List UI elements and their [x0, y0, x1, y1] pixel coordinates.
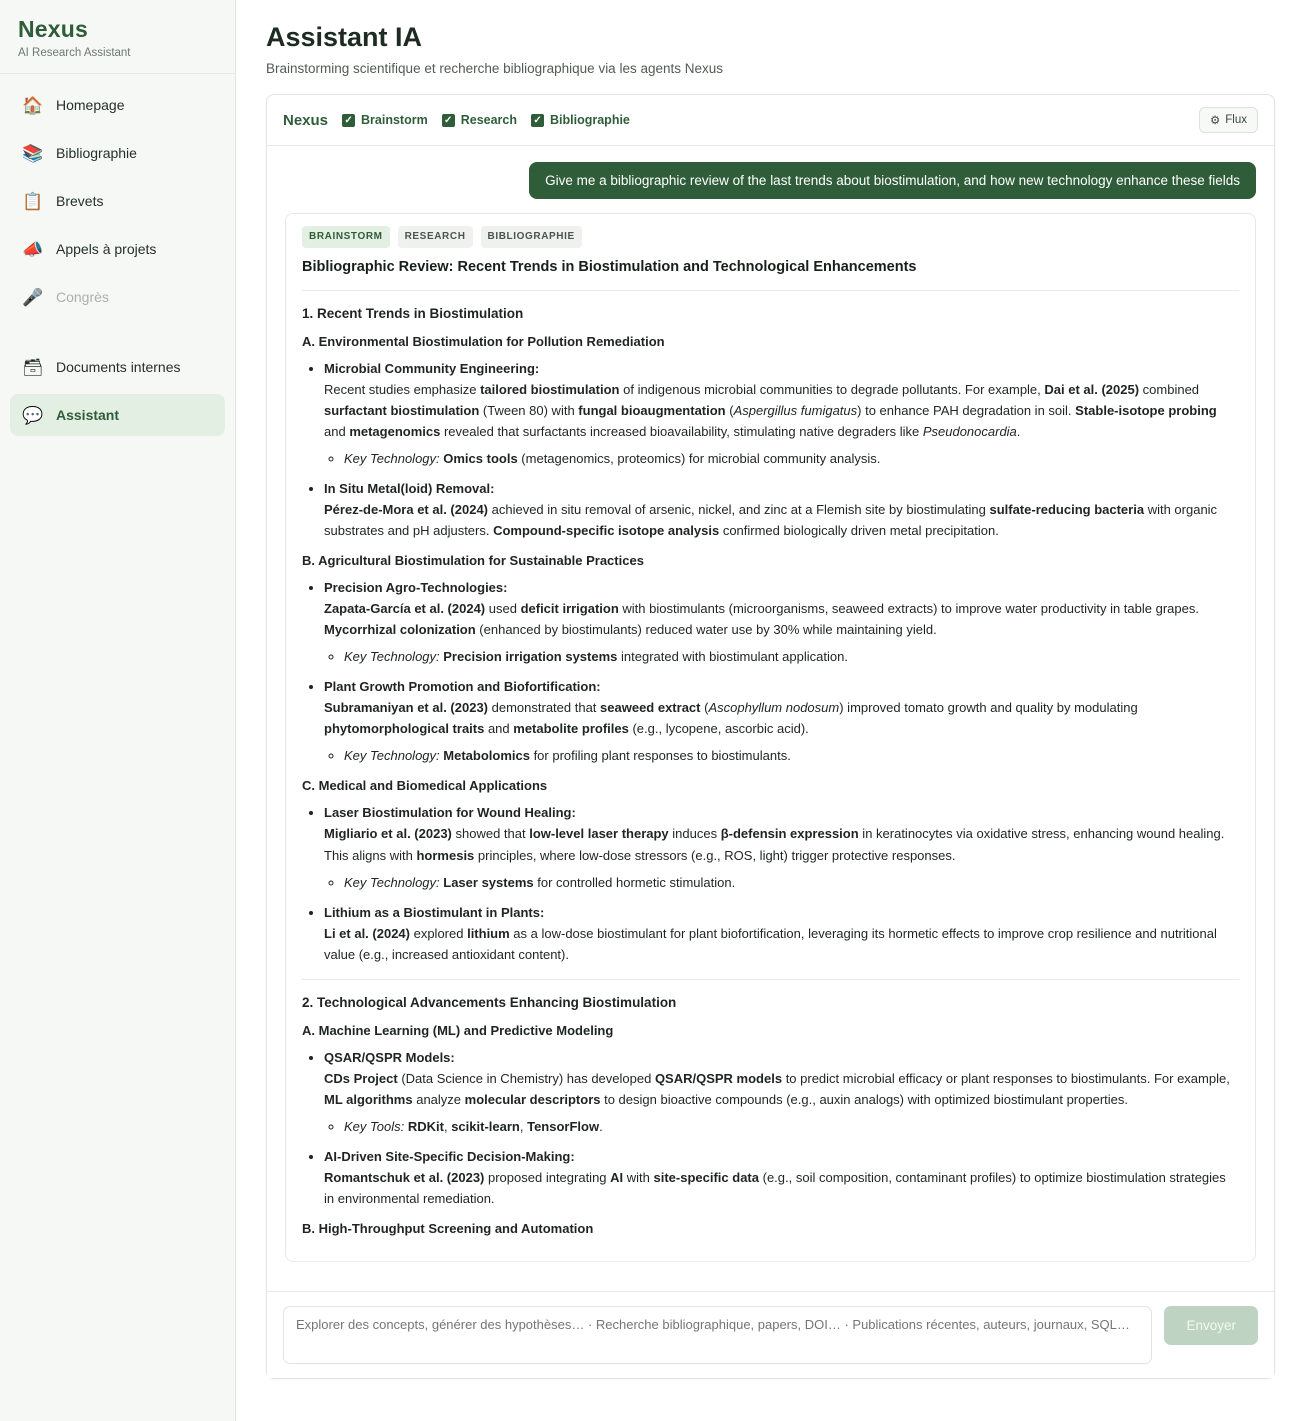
home-icon: 🏠 [22, 95, 44, 115]
checkbox-bibliographie-icon[interactable]: ✓ [531, 114, 544, 127]
sidebar-item-label: Brevets [56, 193, 104, 209]
bullet-text: with organic substrates and pH adjusters. [324, 501, 1218, 538]
toggle-research-label: Research [460, 113, 518, 127]
checkbox-research-icon[interactable]: ✓ [442, 114, 455, 127]
bullet-bold: CDs Project [324, 1070, 398, 1086]
bullet-text: showed that [451, 826, 530, 842]
bullet-text: to predict microbial efficacy or plant responses to biostimulants. For example, [782, 1070, 1230, 1086]
key-text: integrated with biostimulant application. [617, 649, 848, 665]
toggle-brainstorm-label: Brainstorm [361, 113, 428, 127]
checkbox-brainstorm-icon[interactable]: ✓ [342, 114, 355, 127]
bullet-bold: hormesis [416, 847, 475, 863]
bullet-text: (e.g., soil composition, contaminant profiles) to optimize biostimulation strategies in environmental remediation. [324, 1169, 1226, 1206]
sub-list-item [344, 745, 1239, 766]
key-text: for profiling plant responses to biostimulants. [529, 748, 791, 764]
main-content [236, 0, 1301, 1421]
brand-subtitle: AI Research Assistant [18, 47, 131, 59]
sidebar-item-congres [10, 276, 225, 318]
tag-brainstorm: BRAINSTORM [302, 226, 390, 248]
panel-header [267, 95, 1274, 146]
section-1b-heading: B. Agricultural Biostimulation for Sustainable Practices [302, 552, 644, 568]
bullet-bold: Romantschuk et al. (2023) [324, 1169, 485, 1185]
bullet-bold: Li et al. (2024) [324, 925, 410, 941]
panel-label: Nexus [283, 111, 329, 129]
key-bold: Laser systems [443, 874, 534, 890]
page-subtitle: Brainstorming scientifique et recherche bibliographique via les agents Nexus [266, 61, 724, 76]
bullet-text: to design bioactive compounds (e.g., auxin analogs) with optimized biostimulant properties. [600, 1091, 1128, 1107]
sidebar-item-bibliographie[interactable] [10, 132, 225, 174]
bullet-text: (enhanced by biostimulants) reduced water use by 30% while maintaining yield. [475, 622, 937, 638]
bullet-bold: surfactant biostimulation [324, 402, 480, 418]
bullet-bold: Zapata-García et al. (2024) [324, 601, 486, 617]
key-label: Key Technology: [344, 450, 440, 466]
composer [267, 1291, 1274, 1378]
megaphone-icon: 📣 [22, 239, 44, 259]
sidebar-item-label: Congrès [56, 289, 109, 305]
bullet-text: and [324, 423, 350, 439]
bullet-bold: Compound-specific isotope analysis [493, 522, 720, 538]
bullet-text: ( [700, 700, 709, 716]
key-text: (metagenomics, proteomics) for microbial community analysis. [517, 450, 881, 466]
sub-list [324, 745, 1239, 766]
bullet-text: achieved in situ removal of arsenic, nickel, and zinc at a Flemish site by biostimulating [488, 501, 990, 517]
key-label: Key Technology: [344, 874, 440, 890]
assistant-answer [285, 213, 1256, 1262]
bullet-heading: Plant Growth Promotion and Biofortification: [324, 679, 601, 695]
sidebar-item-assistant[interactable] [10, 394, 225, 436]
bullet-text: (Tween 80) with [479, 402, 579, 418]
bullet-text: confirmed biologically driven metal precipitation. [719, 522, 999, 538]
section-2a-list [302, 1047, 1239, 1209]
bullet-italic: Aspergillus fumigatus [733, 402, 858, 418]
bullet-italic: Pseudonocardia [922, 423, 1017, 439]
bullet-heading: AI-Driven Site-Specific Decision-Making: [324, 1148, 575, 1164]
bullet-text: (e.g., lycopene, ascorbic acid). [628, 721, 809, 737]
list-item [324, 902, 1239, 965]
key-label: Key Tools: [344, 1118, 405, 1134]
key-text: for controlled hormetic stimulation. [533, 874, 736, 890]
sub-list-item [344, 872, 1239, 893]
bullet-bold: ML algorithms [324, 1091, 413, 1107]
key-label: Key Technology: [344, 748, 440, 764]
list-item [324, 802, 1239, 892]
bullet-text: and [484, 721, 514, 737]
list-item [324, 676, 1239, 766]
bullet-bold: Subramaniyan et al. (2023) [324, 700, 489, 716]
sub-list [324, 1116, 1239, 1137]
toggle-bibliographie-label: Bibliographie [550, 113, 630, 127]
section-1a-heading: A. Environmental Biostimulation for Pollution Remediation [302, 333, 665, 349]
bullet-text: in keratinocytes via oxidative stress, enhancing wound healing. This aligns with [324, 826, 1225, 863]
key-label: Key Technology: [344, 649, 440, 665]
section-1-heading: 1. Recent Trends in Biostimulation [302, 305, 524, 321]
bullet-text: demonstrated that [488, 700, 601, 716]
list-item [324, 577, 1239, 667]
key-bold: TensorFlow [527, 1118, 600, 1134]
flux-button[interactable] [1199, 107, 1258, 133]
toggle-research[interactable] [442, 113, 517, 127]
bullet-text: with [623, 1169, 654, 1185]
bullet-bold: fungal bioaugmentation [578, 402, 726, 418]
sidebar-item-documents-internes[interactable] [10, 346, 225, 388]
answer-tags [302, 226, 1239, 248]
key-bold: Metabolomics [443, 748, 530, 764]
tag-research: RESEARCH [398, 226, 473, 248]
flux-button-label: Flux [1225, 114, 1247, 126]
section-2-heading: 2. Technological Advancements Enhancing Biostimulation [302, 994, 677, 1010]
bullet-italic: Ascophyllum nodosum [708, 700, 840, 716]
sidebar-item-brevets[interactable] [10, 180, 225, 222]
sub-list-item [344, 646, 1239, 667]
list-item [324, 478, 1239, 541]
bullet-bold: Migliario et al. (2023) [324, 826, 452, 842]
bullet-bold: deficit irrigation [520, 601, 619, 617]
bullet-text: combined [1139, 381, 1200, 397]
bullet-heading: Precision Agro-Technologies: [324, 580, 508, 595]
bullet-text: principles, where low-dose stressors (e.g., ROS, light) trigger protective responses. [474, 847, 956, 863]
key-text: , [443, 1118, 452, 1134]
sidebar-item-label: Homepage [56, 97, 125, 113]
bullet-bold: site-specific data [653, 1169, 759, 1185]
bullet-bold: Mycorrhizal colonization [324, 622, 476, 638]
sidebar-item-label: Assistant [56, 407, 120, 423]
key-bold: Omics tools [443, 450, 518, 466]
toggle-bibliographie[interactable] [531, 113, 630, 127]
bullet-text: analyze [412, 1091, 465, 1107]
bullet-bold: low-level laser therapy [529, 826, 669, 842]
sidebar-item-appels-a-projets[interactable] [10, 228, 225, 270]
books-icon: 📚 [22, 143, 44, 163]
key-text: . [599, 1118, 603, 1134]
conversation-area[interactable] [267, 146, 1274, 1291]
sidebar [0, 0, 236, 1421]
bullet-bold: molecular descriptors [464, 1091, 601, 1107]
bullet-text: ) improved tomato growth and quality by modulating [839, 700, 1138, 716]
key-text: , [519, 1118, 528, 1134]
bullet-bold: sulfate-reducing bacteria [989, 501, 1145, 517]
sidebar-item-label: Documents internes [56, 359, 181, 375]
bullet-text: (Data Science in Chemistry) has developed [397, 1070, 655, 1086]
clipboard-icon: 📋 [22, 191, 44, 211]
user-message: Give me a bibliographic review of the last trends about biostimulation, and how new technology enhance these fields [529, 162, 1256, 199]
tag-bibliographie: BIBLIOGRAPHIE [481, 226, 582, 248]
bullet-bold: Stable-isotope probing [1075, 402, 1217, 418]
bullet-text: explored [409, 925, 468, 941]
send-button[interactable]: Envoyer [1164, 1306, 1258, 1345]
list-item [324, 1047, 1239, 1137]
chat-icon: 💬 [22, 405, 44, 425]
section-1c-heading: C. Medical and Biomedical Applications [302, 778, 548, 794]
bullet-text: . [1016, 423, 1021, 439]
key-bold: scikit-learn [451, 1118, 520, 1134]
bullet-heading: Laser Biostimulation for Wound Healing: [324, 805, 576, 821]
key-bold: RDKit [407, 1118, 444, 1134]
page-title: Assistant IA [266, 22, 423, 52]
assistant-panel [266, 94, 1275, 1379]
bullet-text: induces [668, 826, 721, 842]
section-2b-heading: B. High-Throughput Screening and Automation [302, 1220, 594, 1236]
gear-icon: ⚙ [1209, 115, 1221, 127]
bullet-bold: Pérez-de-Mora et al. (2024) [324, 501, 489, 517]
bullet-text: used [485, 601, 521, 617]
user-message-row [285, 162, 1256, 199]
section-divider [302, 979, 1239, 980]
sidebar-nav [0, 74, 235, 442]
sub-list [324, 448, 1239, 469]
bullet-bold: phytomorphological traits [324, 721, 485, 737]
list-item [324, 358, 1239, 469]
bullet-bold: metagenomics [349, 423, 441, 439]
bullet-bold: seaweed extract [600, 700, 701, 716]
sidebar-item-homepage[interactable] [10, 84, 225, 126]
section-1c-list [302, 802, 1239, 964]
bullet-bold: Dai et al. (2025) [1044, 381, 1140, 397]
section-2a-heading: A. Machine Learning (ML) and Predictive Modeling [302, 1022, 614, 1038]
section-1a-list [302, 358, 1239, 541]
bullet-text: ( [725, 402, 734, 418]
sub-list [324, 646, 1239, 667]
bullet-text: as a low-dose biostimulant for plant biofortification, leveraging its hormetic effects to improve crop resilience and nutritional value (e.g., increased antioxidant content). [324, 925, 1217, 962]
bullet-heading: QSAR/QSPR Models: [324, 1049, 455, 1065]
message-input[interactable] [283, 1306, 1152, 1364]
microphone-icon: 🎤 [22, 287, 44, 307]
sub-list-item [344, 1116, 1239, 1137]
bullet-bold: AI [610, 1169, 624, 1185]
sub-list-item [344, 448, 1239, 469]
section-1b-list [302, 577, 1239, 766]
bullet-bold: tailored biostimulation [480, 381, 620, 397]
bullet-text: Recent studies emphasize [324, 381, 481, 397]
bullet-text: of indigenous microbial communities to degrade pollutants. For example, [619, 381, 1045, 397]
bullet-heading: Lithium as a Biostimulant in Plants: [324, 904, 545, 920]
filebox-icon: 🗃 [22, 357, 44, 377]
bullet-text: revealed that surfactants increased bioavailability, stimulating native degraders like [440, 423, 923, 439]
bullet-heading: Microbial Community Engineering: [324, 360, 540, 376]
sub-list [324, 872, 1239, 893]
answer-title: Bibliographic Review: Recent Trends in Biostimulation and Technological Enhancements [302, 256, 1239, 290]
brand [0, 0, 235, 74]
bullet-bold: QSAR/QSPR models [654, 1070, 783, 1086]
sidebar-item-label: Appels à projets [56, 241, 157, 257]
bullet-text: ) to enhance PAH degradation in soil. [857, 402, 1076, 418]
list-item [324, 1146, 1239, 1209]
bullet-bold: β-defensin expression [720, 826, 859, 842]
bullet-heading: In Situ Metal(loid) Removal: [324, 480, 495, 496]
bullet-text: proposed integrating [484, 1169, 611, 1185]
sidebar-divider-space [10, 324, 225, 346]
sidebar-item-label: Bibliographie [56, 145, 137, 161]
key-bold: Precision irrigation systems [443, 649, 618, 665]
toggle-brainstorm[interactable] [342, 113, 428, 127]
bullet-text: with biostimulants (microorganisms, seaweed extracts) to improve water productivity in table grapes. [618, 601, 1199, 617]
bullet-bold: metabolite profiles [513, 721, 629, 737]
bullet-bold: lithium [467, 925, 510, 941]
brand-title: Nexus [18, 16, 89, 42]
